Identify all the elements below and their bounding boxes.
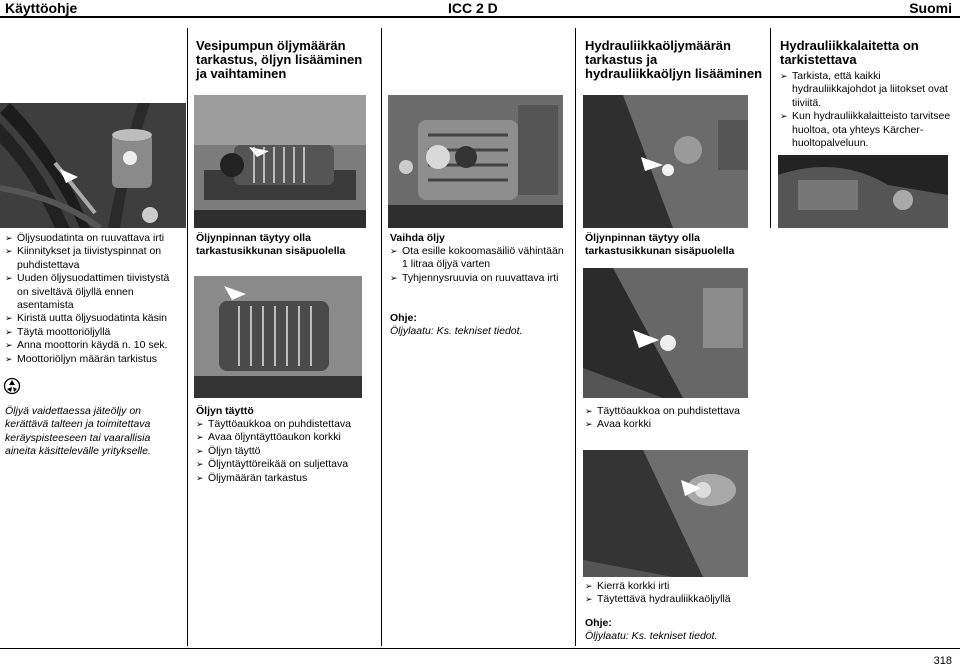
list-item: ➢ Öljysuodatinta on ruuvattava irti: [5, 232, 183, 245]
column-divider: [381, 28, 382, 646]
list-item: ➢ Moottoriöljyn määrän tarkistus: [5, 353, 183, 366]
ohje-text: Öljylaatu: Ks. tekniset tiedot.: [585, 630, 718, 642]
list-item: ➢ Kiinnitykset ja tiivistyspinnat on puhdistettava: [5, 245, 183, 272]
list-item: ➢ Tyhjennysruuvia on ruuvattava irti: [390, 272, 568, 285]
list-item: ➢ Uuden öljysuodattimen tiivistystä on siveltävä öljyllä ennen asentamista: [5, 272, 183, 312]
environment-icon: [3, 377, 21, 395]
hydraulic-fill-steps: [585, 580, 765, 607]
column-divider: [187, 28, 188, 646]
ohje-label: Ohje:: [585, 617, 612, 629]
header-rule: [0, 16, 960, 18]
oil-change-steps: [390, 245, 568, 285]
list-item: ➢ Täytettävä hydrauliikkaöljyllä: [585, 593, 765, 606]
oil-filter-photo: [0, 103, 186, 228]
list-item: ➢ Kierrä korkki irti: [585, 580, 765, 593]
pump-sightglass-photo: [194, 95, 366, 228]
header-left: Käyttöohje: [5, 0, 78, 16]
hydraulic-sightglass-photo: [583, 95, 748, 228]
footer-rule: [0, 648, 960, 649]
hydraulic-oil-level-photo: [583, 268, 748, 398]
pump-drain-photo: [388, 95, 563, 228]
hydraulic-check-steps: [780, 70, 956, 150]
header-right: Suomi: [909, 0, 952, 16]
section-title-hydraulic-oil: Hydrauliikkaöljymäärän tarkastus ja hydrauliikkaöljyn lisääminen: [585, 38, 763, 81]
header-center: ICC 2 D: [448, 0, 498, 16]
list-item: ➢ Täyttöaukkoa on puhdistettava: [585, 405, 765, 418]
ohje-label: Ohje:: [390, 312, 417, 324]
section-title-hydraulic-check: Hydrauliikkalaitetta on tarkistettava: [780, 38, 919, 67]
section-title-pump-oil: Vesipumpun öljymäärän tarkastus, öljyn lisääminen ja vaihtaminen: [196, 38, 363, 81]
list-item: ➢ Tarkista, että kaikki hydrauliikkajohdot ja liitokset ovat tiiviitä.: [780, 70, 956, 110]
list-item: ➢ Avaa korkki: [585, 418, 765, 431]
pump-oil-level-photo: [194, 276, 362, 398]
list-item: ➢ Öljymäärän tarkastus: [196, 472, 374, 485]
list-item: ➢ Kiristä uutta öljysuodatinta käsin: [5, 312, 183, 325]
oil-change-heading: Vaihda öljy: [390, 232, 445, 244]
list-item: ➢ Avaa öljyntäyttöaukon korkki: [196, 431, 374, 444]
hydraulic-system-photo: [778, 155, 948, 228]
list-item: ➢ Anna moottorin käydä n. 10 sek.: [5, 339, 183, 352]
ohje-text: Öljylaatu: Ks. tekniset tiedot.: [390, 325, 523, 337]
oil-fill-heading: Öljyn täyttö: [196, 405, 254, 417]
list-item: ➢ Ota esille kokoomasäiliö vähintään 1 litraa öljyä varten: [390, 245, 568, 272]
page-number: 318: [933, 655, 952, 667]
list-item: ➢ Täytä moottoriöljyllä: [5, 326, 183, 339]
hydraulic-filler-photo: [583, 450, 748, 577]
oil-filter-steps: [5, 232, 183, 366]
column-divider: [575, 28, 576, 646]
list-item: ➢ Öljyn täyttö: [196, 445, 374, 458]
environment-note: Öljyä vaidettaessa jäteöljy on kerättävä talteen ja toimitettava keräyspisteeseen tai vaarallisia aineita käsittelevälle yritykselle.: [5, 405, 151, 458]
hydraulic-oil-caption: Öljynpinnan täytyy olla tarkastusikkunan sisäpuolella: [585, 232, 735, 258]
list-item: ➢ Kun hydrauliikkalaitteisto tarvitsee huoltoa, ota yhteys Kärcher-huoltopalveluun.: [780, 110, 956, 150]
pump-oil-caption: Öljynpinnan täytyy olla tarkastusikkunan sisäpuolella: [196, 232, 346, 258]
oil-fill-steps: [196, 418, 374, 485]
column-divider: [770, 28, 771, 228]
hydraulic-open-steps: [585, 405, 765, 432]
list-item: ➢ Öljyntäyttöreikää on suljettava: [196, 458, 374, 471]
list-item: ➢ Täyttöaukkoa on puhdistettava: [196, 418, 374, 431]
